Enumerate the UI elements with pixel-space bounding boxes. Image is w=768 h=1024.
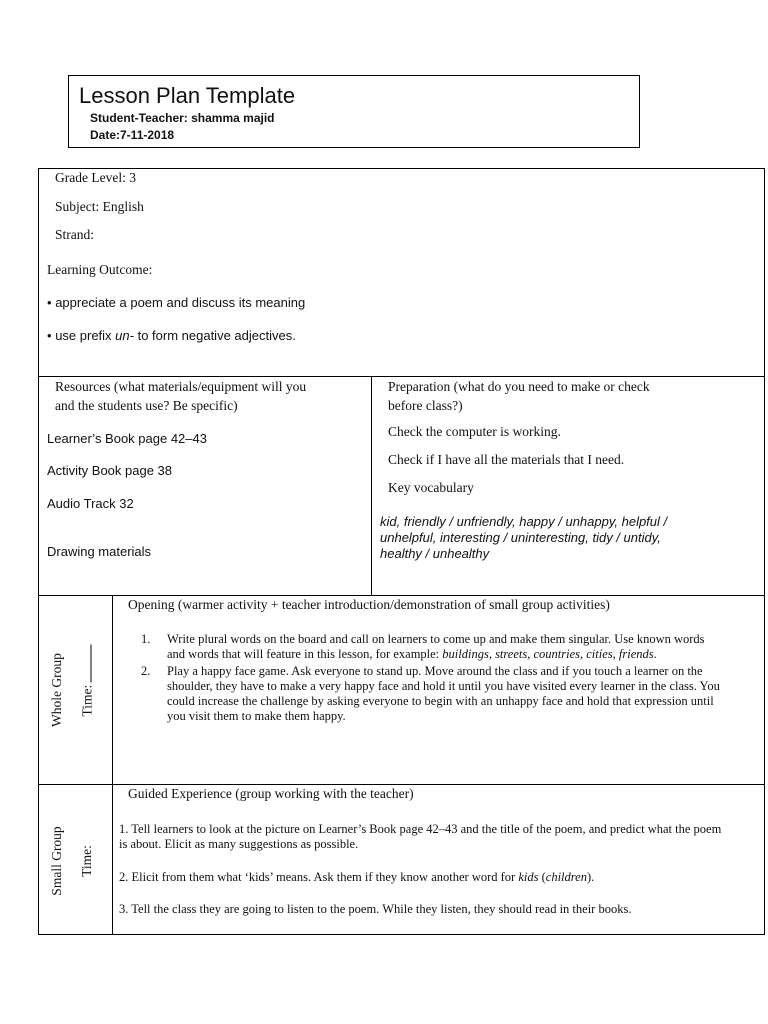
resource-item: Learner’s Book page 42–43 — [47, 431, 207, 446]
step-number: 1. — [141, 632, 151, 646]
time-label: Time: — [79, 684, 95, 717]
divider — [38, 595, 765, 596]
outcome-emphasis: un- — [115, 328, 134, 343]
outcome-item — [47, 328, 296, 343]
resource-item: Audio Track 32 — [47, 496, 134, 511]
time-blank — [79, 645, 92, 683]
vocab-line: kid, friendly / unfriendly, happy / unhappy, helpful / — [380, 514, 668, 529]
guided-step — [119, 870, 729, 885]
guided-emphasis: children — [545, 870, 587, 884]
vocab-line: healthy / unhealthy — [380, 546, 490, 561]
bullet: • — [47, 328, 52, 343]
small-group-label: Small Group — [49, 826, 64, 896]
divider — [371, 376, 372, 595]
step-end: . — [653, 647, 657, 661]
guided-step: 3. Tell the class they are going to listen to the poem. While they listen, they should read in their books. — [119, 902, 632, 916]
guided-step-text: ( — [538, 870, 546, 884]
outcome-text: use prefix — [55, 328, 116, 343]
key-vocabulary — [380, 514, 667, 562]
resource-item: Drawing materials — [47, 544, 152, 559]
outcome-item — [47, 295, 305, 310]
vocab-line: unhelpful, interesting / uninteresting, tidy / untidy, — [380, 530, 661, 545]
whole-group-time — [79, 637, 96, 717]
step-text: Play a happy face game. Ask everyone to stand up. Move around the class and if you touch a learner on the shoulder, they have to make a very happy face and hold it until you have visited every learner in the class. You could increase the challenge by asking everyone to begin with an unhappy face and hold that expression until you visit them to make them happy. — [167, 664, 720, 723]
whole-group-label: Whole Group — [49, 653, 64, 727]
divider — [38, 784, 765, 785]
guided-experience-heading: Guided Experience (group working with the teacher) — [128, 786, 414, 801]
opening-steps — [141, 632, 723, 726]
step-text: Write plural words on the board and call on learners to come up and make them singular. Use known words and words that will feature in this lesson, for example: — [167, 632, 705, 661]
step-number: 2. — [141, 664, 151, 678]
lesson-date: Date:7-11-2018 — [90, 128, 175, 142]
resources-header — [55, 377, 306, 415]
step-examples: buildings, streets, countries, cities, friends — [442, 647, 654, 661]
learning-outcome-label: Learning Outcome: — [47, 262, 153, 277]
guided-step-text: ). — [586, 870, 595, 884]
guided-emphasis: kids — [518, 870, 539, 884]
resources-header-line: Resources (what materials/equipment will you — [55, 379, 307, 394]
strand: Strand: — [55, 227, 94, 242]
bullet: • — [47, 295, 52, 310]
opening-step — [141, 664, 723, 724]
preparation-header-line: before class?) — [388, 398, 463, 413]
guided-step: 1. Tell learners to look at the picture on Learner’s Book page 42–43 and the title of the poem, and predict what the poem is about. Elicit as many suggestions as possible. — [119, 822, 722, 851]
student-teacher: Student-Teacher: shamma majid — [90, 111, 275, 125]
divider — [112, 595, 113, 935]
preparation-item: Check if I have all the materials that I need. — [388, 452, 625, 467]
opening-heading: Opening (warmer activity + teacher introduction/demonstration of small group activities) — [128, 597, 610, 612]
outcome-text: appreciate a poem and discuss its meaning — [55, 295, 306, 310]
preparation-item: Key vocabulary — [388, 480, 474, 495]
resources-header-line: and the students use? Be specific) — [55, 398, 238, 413]
opening-step — [141, 632, 723, 662]
preparation-header-line: Preparation (what do you need to make or check — [388, 379, 650, 394]
preparation-item: Check the computer is working. — [388, 424, 561, 439]
outcome-text-end: to form negative adjectives. — [133, 328, 296, 343]
small-group-time: Time: — [79, 845, 94, 877]
subject: Subject: English — [55, 199, 144, 214]
document-title: Lesson Plan Template — [79, 83, 296, 108]
grade-level: Grade Level: 3 — [55, 170, 136, 185]
guided-step-text: 2. Elicit from them what ‘kids’ means. Ask them if they know another word for — [119, 870, 519, 884]
resource-item: Activity Book page 38 — [47, 463, 173, 478]
preparation-header — [388, 377, 650, 415]
